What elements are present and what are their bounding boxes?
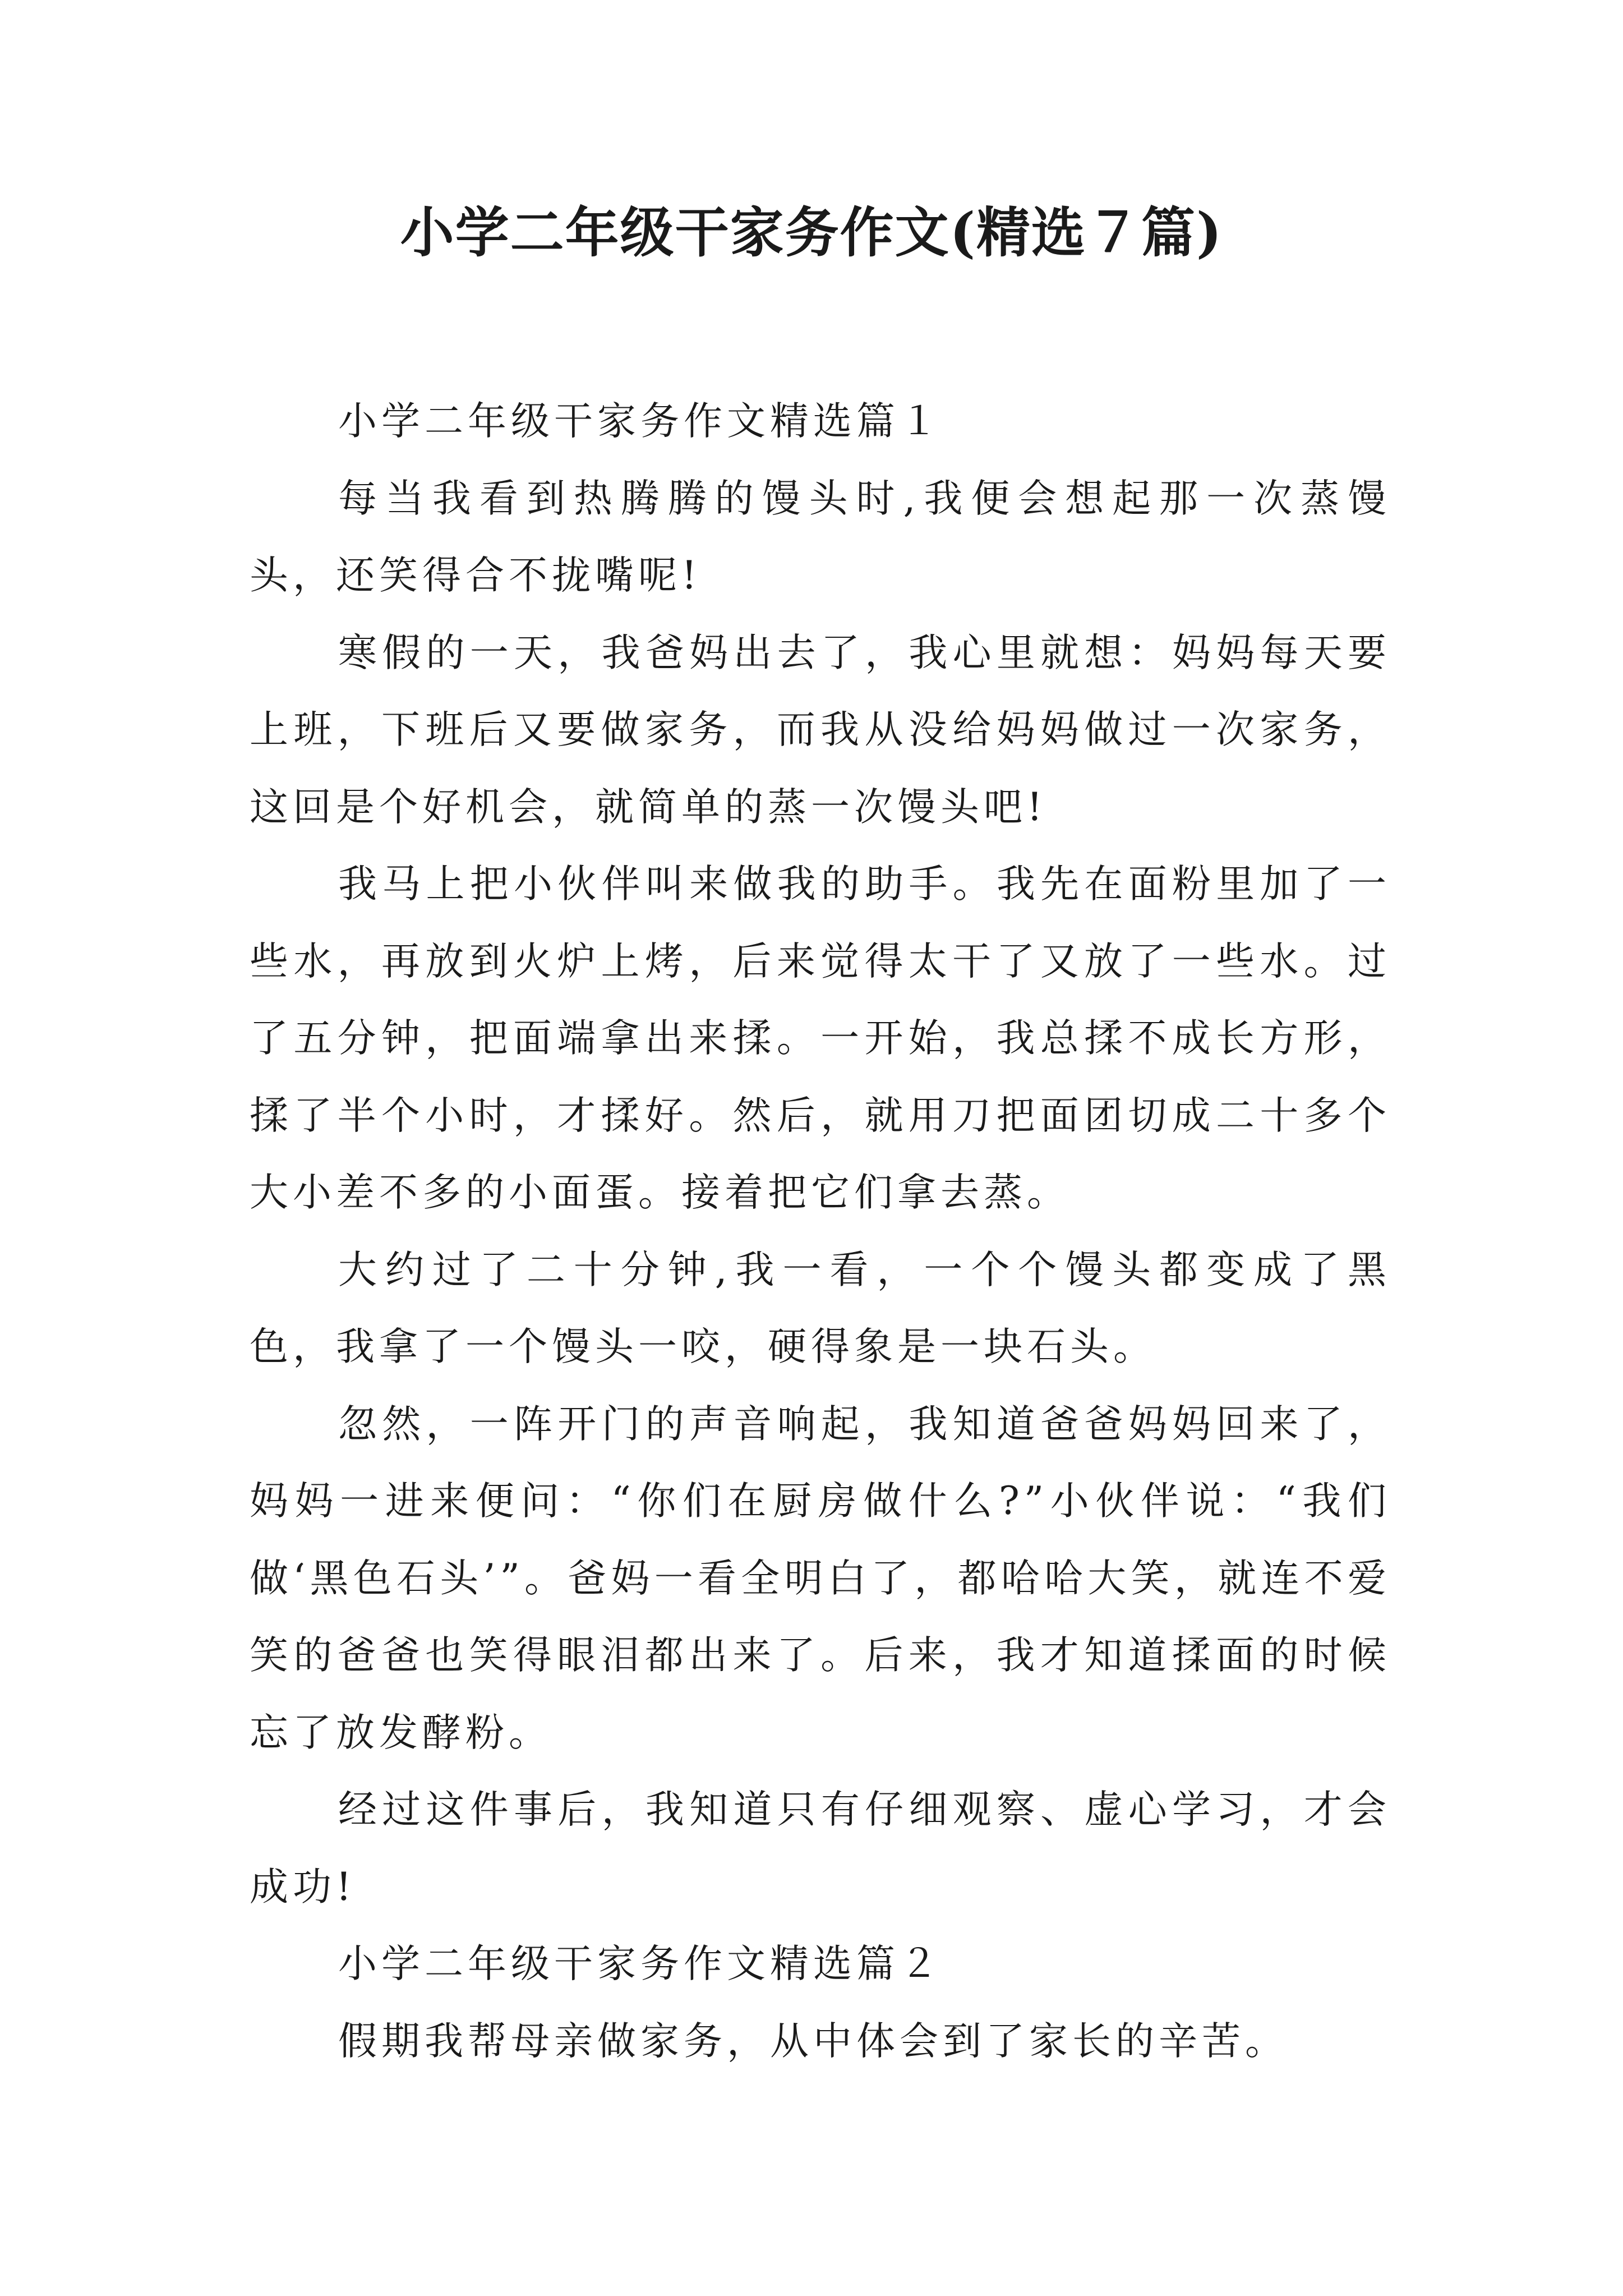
section-heading-1: 小学二年级干家务作文精选篇１ [338, 399, 943, 444]
document-title: 小学二年级干家务作文(精选７篇) [400, 201, 1223, 264]
document-body [250, 383, 1391, 2080]
paragraph: 寒假的一天，我爸妈出去了，我心里就想：妈妈每天要上班，下班后又要做家务，而我从没给妈妈做过一次家务，这回是个好机会，就简单的蒸一次馒头吧! [250, 630, 1391, 830]
section-heading-2: 小学二年级干家务作文精选篇２ [338, 1941, 943, 1986]
paragraph: 我马上把小伙伴叫来做我的助手。我先在面粉里加了一些水，再放到火炉上烤，后来觉得太干了又放了一些水。过了五分钟，把面端拿出来揉。一开始，我总揉不成长方形，揉了半个小时，才揉好。然后，就用刀把面团切成二十多个大小差不多的小面蛋。接着把它们拿去蒸。 [250, 862, 1391, 1215]
paragraph: 忽然，一阵开门的声音响起，我知道爸爸妈妈回来了，妈妈一进来便问：“你们在厨房做什么?”小伙伴说：“我们做‘黑色石头’”。爸妈一看全明白了，都哈哈大笑，就连不爱笑的爸爸也笑得眼泪都出来了。后来，我才知道揉面的时候忘了放发酵粉。 [250, 1401, 1391, 1755]
paragraph: 经过这件事后，我知道只有仔细观察、虚心学习，才会成功! [250, 1787, 1391, 1910]
paragraph: 每当我看到热腾腾的馒头时,我便会想起那一次蒸馒头，还笑得合不拢嘴呢! [250, 476, 1391, 598]
paragraph: 大约过了二十分钟,我一看，一个个馒头都变成了黑色，我拿了一个馒头一咬，硬得象是一块石头。 [250, 1247, 1391, 1369]
paragraph: 假期我帮母亲做家务，从中体会到了家长的辛苦。 [338, 2018, 1288, 2064]
